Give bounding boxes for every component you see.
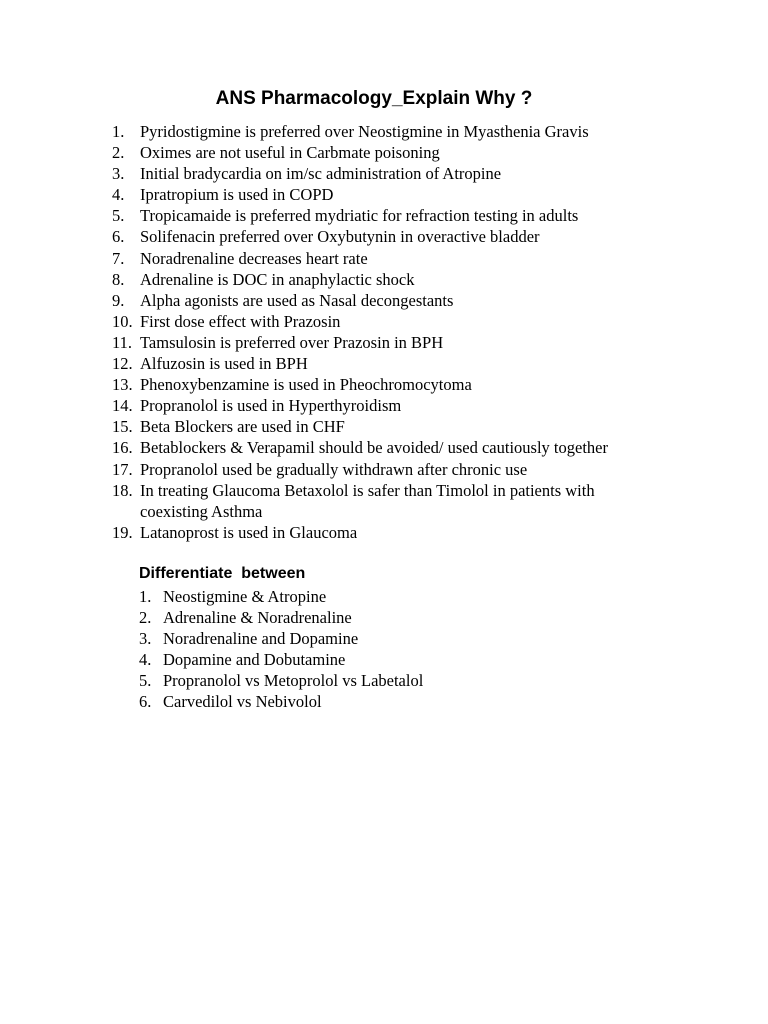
item-text: Neostigmine & Atropine <box>163 587 327 606</box>
list-item <box>112 459 732 480</box>
item-number: 19. <box>112 522 133 542</box>
item-number: 6. <box>139 692 152 712</box>
item-text: Carvedilol vs Nebivolol <box>163 692 322 712</box>
item-text: Phenoxybenzamine is used in Pheochromocytoma <box>140 375 472 395</box>
item-number: 3. <box>112 164 125 184</box>
item-number: 8. <box>112 269 125 289</box>
list-item <box>112 480 732 522</box>
list-item <box>112 184 732 205</box>
item-text: Pyridostigmine is preferred over Neostigmine in Myasthenia Gravis <box>140 122 589 141</box>
list-item <box>112 437 732 458</box>
list-item <box>112 628 732 649</box>
item-number: 18. <box>112 480 133 500</box>
item-text: Oximes are not useful in Carbmate poisoning <box>140 143 440 163</box>
item-text: In treating Glaucoma Betaxolol is safer than Timolol in patients with coexisting Asthma <box>140 480 595 521</box>
item-text: Betablockers & Verapamil should be avoided/ used cautiously together <box>140 438 608 458</box>
item-text: Ipratropium is used in COPD <box>140 185 334 205</box>
item-number: 15. <box>112 417 133 437</box>
item-number: 13. <box>112 375 133 395</box>
item-number: 5. <box>112 206 125 226</box>
item-text: Propranolol is used in Hyperthyroidism <box>140 396 402 416</box>
list-item <box>112 416 732 437</box>
item-text: Propranolol used be gradually withdrawn after chronic use <box>140 459 528 479</box>
list-item <box>112 163 732 184</box>
list-item <box>112 649 732 670</box>
list-item <box>112 395 732 416</box>
item-text: Dopamine and Dobutamine <box>163 650 346 670</box>
list-item <box>112 121 732 142</box>
item-text: Beta Blockers are used in CHF <box>140 417 345 437</box>
item-number: 7. <box>112 248 125 268</box>
item-text: Propranolol vs Metoprolol vs Labetalol <box>163 671 424 691</box>
list-item <box>112 670 732 691</box>
item-text: Tamsulosin is preferred over Prazosin in BPH <box>140 332 444 352</box>
item-number: 6. <box>112 227 125 247</box>
item-text: Initial bradycardia on im/sc administration of Atropine <box>140 164 502 184</box>
item-text: Adrenaline is DOC in anaphylactic shock <box>140 269 415 289</box>
differentiate-list <box>112 586 732 713</box>
item-number: 11. <box>112 332 133 352</box>
item-text: Noradrenaline decreases heart rate <box>140 248 368 268</box>
item-text: Alfuzosin is used in BPH <box>140 354 308 374</box>
list-item <box>112 311 732 332</box>
list-item <box>112 205 732 226</box>
list-item <box>112 607 732 628</box>
list-item <box>112 142 732 163</box>
list-item <box>112 226 732 247</box>
item-number: 1. <box>112 122 125 141</box>
document-title: ANS Pharmacology_Explain Why ? <box>215 88 533 109</box>
differentiate-heading: Differentiate between <box>139 565 306 582</box>
item-number: 16. <box>112 438 133 458</box>
item-number: 2. <box>139 608 152 628</box>
list-item <box>112 332 732 353</box>
item-number: 5. <box>139 671 152 691</box>
item-text: Noradrenaline and Dopamine <box>163 629 359 649</box>
item-text: Alpha agonists are used as Nasal decongestants <box>140 290 454 310</box>
item-text: Tropicamaide is preferred mydriatic for refraction testing in adults <box>140 206 579 226</box>
item-number: 1. <box>139 587 152 606</box>
item-number: 17. <box>112 459 133 479</box>
item-number: 14. <box>112 396 133 416</box>
list-item <box>112 691 732 712</box>
item-number: 2. <box>112 143 125 163</box>
list-item <box>112 374 732 395</box>
item-text: First dose effect with Prazosin <box>140 311 341 331</box>
item-number: 4. <box>139 650 152 670</box>
item-number: 3. <box>139 629 152 649</box>
list-item <box>112 248 732 269</box>
list-item <box>112 353 732 374</box>
item-number: 4. <box>112 185 125 205</box>
item-number: 9. <box>112 290 125 310</box>
item-number: 10. <box>112 311 133 331</box>
item-text: Latanoprost is used in Glaucoma <box>140 522 358 542</box>
list-item <box>112 522 732 543</box>
list-item <box>112 269 732 290</box>
explain-why-list <box>112 121 732 543</box>
list-item <box>112 290 732 311</box>
item-number: 12. <box>112 354 133 374</box>
item-text: Adrenaline & Noradrenaline <box>163 608 352 628</box>
list-item <box>112 586 732 607</box>
item-text: Solifenacin preferred over Oxybutynin in overactive bladder <box>140 227 540 247</box>
